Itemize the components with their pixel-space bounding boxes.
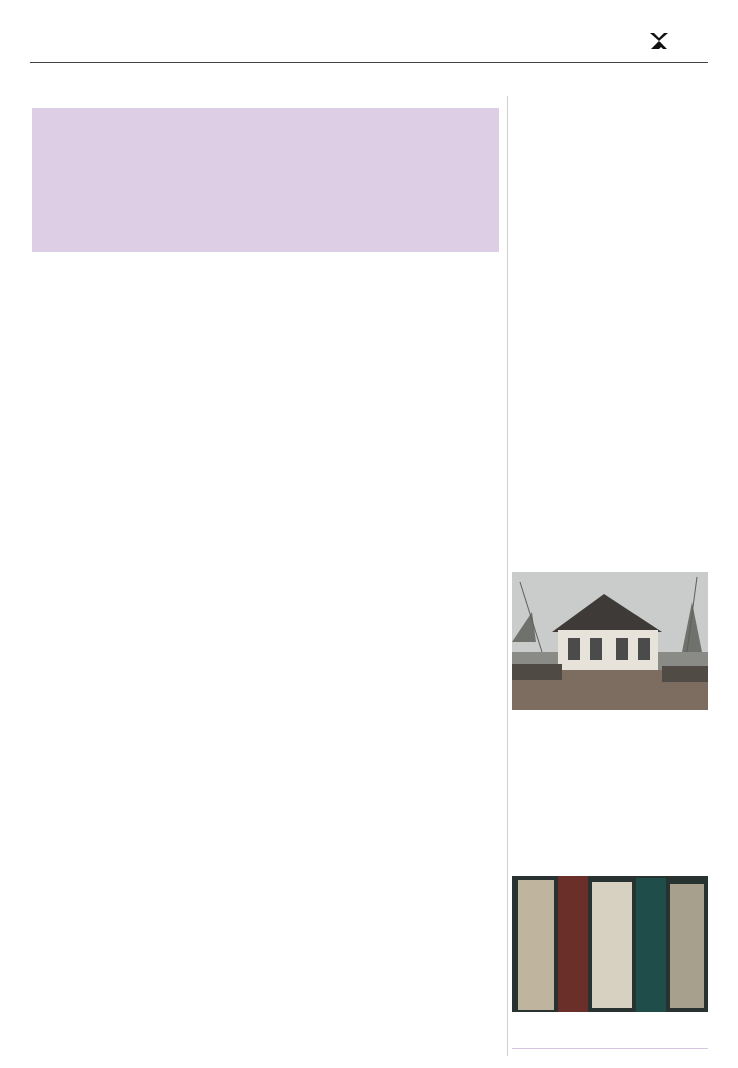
synagogue-photo — [512, 572, 708, 710]
bio-box — [32, 108, 499, 252]
bible-image — [512, 876, 708, 1012]
agenda-item-last — [512, 1040, 708, 1055]
bible-photo — [512, 876, 708, 1012]
header-rule — [30, 62, 708, 63]
agenda-day — [512, 1048, 708, 1053]
column-divider — [507, 96, 508, 1056]
synagogue-image — [512, 572, 708, 710]
newspaper-logo-icon — [648, 30, 670, 52]
